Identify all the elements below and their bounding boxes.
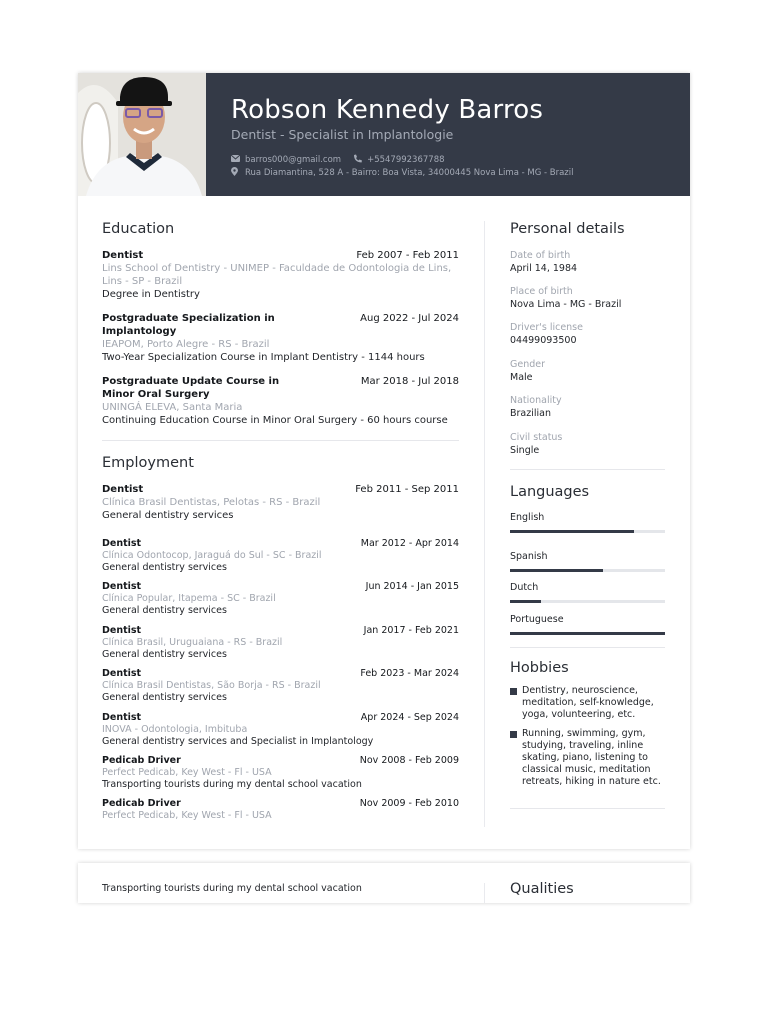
resume-page	[78, 73, 690, 849]
education-item	[102, 375, 459, 427]
personal-detail	[510, 431, 665, 457]
candidate-name: Robson Kennedy Barros	[231, 95, 544, 125]
section-divider	[102, 440, 459, 441]
envelope-icon	[231, 155, 241, 165]
contact-row-1	[231, 154, 445, 166]
personal-details-heading: Personal details	[510, 221, 625, 237]
employment-title: Dentist	[102, 625, 142, 636]
education-desc: Continuing Education Course in Minor Oral Surgery - 60 hours course	[102, 415, 448, 426]
employment-item	[102, 754, 459, 790]
email-text[interactable]: barros000@gmail.com	[245, 155, 342, 165]
personal-detail	[510, 321, 665, 347]
employment-item	[102, 711, 459, 747]
column-divider	[484, 221, 485, 827]
education-title: Postgraduate Update Course in Minor Oral Surgery	[102, 376, 280, 400]
section-divider	[510, 808, 665, 809]
education-org: Lins School of Dentistry - UNIMEP - Faculdade de Odontologia de Lins, Lins - SP - Brazil	[102, 263, 452, 287]
employment-desc: Transporting tourists during my dental school vacation	[102, 778, 362, 790]
personal-detail-value: Single	[510, 445, 540, 456]
employment-item	[102, 667, 459, 703]
education-date: Mar 2018 - Jul 2018	[360, 376, 459, 387]
hobby-text: Dentistry, neuroscience, meditation, self-knowledge, yoga, volunteering, etc.	[522, 685, 654, 720]
employment-title: Dentist	[102, 668, 142, 679]
employment-desc: General dentistry services	[102, 604, 227, 616]
education-heading: Education	[102, 221, 175, 237]
language-level-bar	[510, 632, 665, 635]
education-item	[102, 312, 459, 364]
education-title: Dentist	[102, 250, 144, 261]
map-pin-icon	[231, 167, 241, 179]
section-divider	[510, 469, 665, 470]
language-level-fill	[510, 600, 541, 603]
language-name: Portuguese	[510, 614, 564, 625]
employment-date: Apr 2024 - Sep 2024	[360, 712, 459, 723]
employment-desc: General dentistry services	[102, 510, 234, 521]
address-text: Rua Diamantina, 528 A - Bairro: Boa Vista, 34000445 Nova Lima - MG - Brazil	[245, 168, 574, 178]
employment-desc: General dentistry services	[102, 561, 227, 573]
language-name: Dutch	[510, 582, 539, 593]
employment-title: Dentist	[102, 484, 144, 495]
hobby-item	[510, 685, 665, 721]
employment-title: Pedicab Driver	[102, 755, 181, 766]
employment-item	[102, 580, 459, 616]
personal-detail-value: Male	[510, 372, 533, 383]
employment-date: Feb 2023 - Mar 2024	[360, 668, 459, 679]
column-divider	[484, 883, 485, 903]
employment-date: Mar 2012 - Apr 2014	[360, 538, 459, 549]
employment-item	[102, 483, 459, 522]
employment-org: Clínica Brasil Dentistas, São Borja - RS - Brazil	[102, 680, 321, 691]
education-date: Aug 2022 - Jul 2024	[360, 313, 459, 324]
bullet-square-icon	[510, 731, 517, 738]
hobby-item	[510, 728, 665, 788]
language-level-bar	[510, 530, 665, 533]
phone-icon	[353, 154, 363, 166]
hobbies-heading: Hobbies	[510, 660, 569, 676]
personal-detail-value: Nova Lima - MG - Brazil	[510, 299, 622, 310]
employment-org: INOVA - Odontologia, Imbituba	[102, 724, 248, 735]
employment-org: Perfect Pedicab, Key West - Fl - USA	[102, 810, 272, 821]
candidate-headline: Dentist - Specialist in Implantologie	[231, 127, 454, 142]
employment-title: Dentist	[102, 581, 142, 592]
language-level-bar	[510, 569, 665, 572]
language-item	[510, 512, 665, 533]
personal-detail	[510, 358, 665, 384]
language-name: English	[510, 512, 545, 523]
education-desc: Degree in Dentistry	[102, 289, 200, 300]
personal-detail-label: Gender	[510, 359, 546, 370]
employment-date: Nov 2009 - Feb 2010	[359, 798, 459, 809]
hobby-text: Running, swimming, gym, studying, traveling, inline skating, piano, listening to classical music, meditation retreats, hiking in nature etc.	[522, 728, 661, 787]
language-item	[510, 582, 665, 603]
employment-org: Perfect Pedicab, Key West - Fl - USA	[102, 767, 272, 778]
resume-page-2	[78, 863, 690, 903]
education-title: Postgraduate Specialization in Implantology	[102, 313, 275, 337]
employment-title: Dentist	[102, 712, 142, 723]
employment-desc: General dentistry services	[102, 648, 227, 660]
personal-detail-value: April 14, 1984	[510, 263, 578, 274]
personal-detail	[510, 394, 665, 420]
language-level-fill	[510, 530, 634, 533]
education-desc: Two-Year Specialization Course in Implant Dentistry - 1144 hours	[102, 352, 425, 363]
employment-desc: General dentistry services	[102, 691, 227, 703]
qualities-heading: Qualities	[510, 881, 574, 897]
personal-detail-label: Date of birth	[510, 250, 571, 261]
languages-heading: Languages	[510, 484, 590, 500]
personal-detail-label: Nationality	[510, 395, 562, 406]
profile-photo	[78, 73, 206, 196]
employment-heading: Employment	[102, 455, 194, 471]
personal-detail-value: Brazilian	[510, 408, 551, 419]
employment-item	[102, 624, 459, 660]
language-name: Spanish	[510, 551, 548, 562]
education-org: UNINGÁ ELEVA, Santa Maria	[102, 402, 243, 413]
personal-detail-label: Driver's license	[510, 322, 583, 333]
employment-item	[102, 797, 459, 822]
bullet-square-icon	[510, 688, 517, 695]
section-divider	[510, 647, 665, 648]
personal-detail-label: Place of birth	[510, 286, 573, 297]
language-item	[510, 551, 665, 572]
employment-org: Clínica Brasil Dentistas, Pelotas - RS - Brazil	[102, 497, 321, 508]
employment-title: Pedicab Driver	[102, 798, 181, 809]
employment-date: Jan 2017 - Feb 2021	[363, 625, 459, 636]
employment-org: Clínica Odontocop, Jaraguá do Sul - SC - Brazil	[102, 550, 322, 561]
employment-desc: General dentistry services and Specialist in Implantology	[102, 735, 374, 747]
employment-org: Clínica Popular, Itapema - SC - Brazil	[102, 593, 276, 604]
employment-desc-continued: Transporting tourists during my dental school vacation	[102, 883, 362, 894]
employment-title: Dentist	[102, 538, 142, 549]
personal-detail-label: Civil status	[510, 432, 563, 443]
resume-header	[78, 73, 690, 196]
language-level-fill	[510, 569, 603, 572]
language-level-fill	[510, 632, 665, 635]
employment-date: Jun 2014 - Jan 2015	[365, 581, 459, 592]
personal-detail	[510, 249, 665, 275]
education-date: Feb 2007 - Feb 2011	[356, 250, 459, 261]
phone-text[interactable]: +5547992367788	[367, 155, 445, 165]
employment-date: Nov 2008 - Feb 2009	[359, 755, 459, 766]
education-org: IEAPOM, Porto Alegre - RS - Brazil	[102, 339, 270, 350]
personal-detail	[510, 285, 665, 311]
employment-item	[102, 537, 459, 573]
employment-org: Clínica Brasil, Uruguaiana - RS - Brazil	[102, 637, 283, 648]
contact-row-2	[231, 167, 573, 179]
personal-detail-value: 04499093500	[510, 335, 577, 346]
language-level-bar	[510, 600, 665, 603]
language-item	[510, 614, 665, 635]
employment-date: Feb 2011 - Sep 2011	[355, 484, 459, 495]
education-item	[102, 249, 459, 301]
